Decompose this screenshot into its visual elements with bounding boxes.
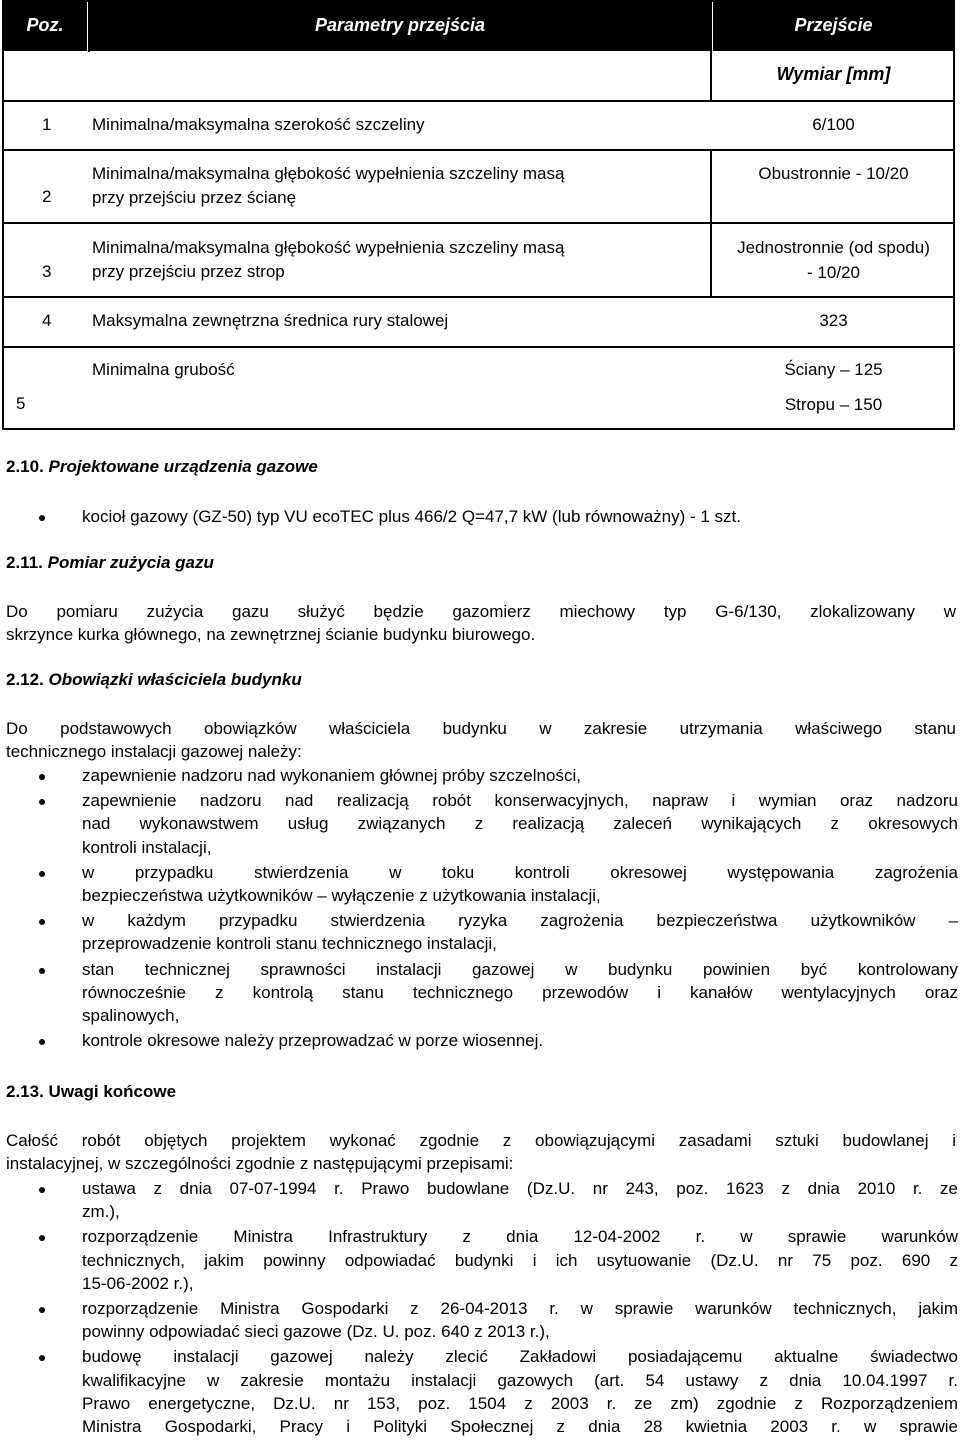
row-value: Ściany – 125 <box>784 360 883 379</box>
section-number: 2.10. <box>6 457 44 476</box>
header-passage: Przejście <box>794 15 873 35</box>
paragraph <box>6 717 956 763</box>
section-title: Projektowane urządzenia gazowe <box>48 457 318 476</box>
row-value: - 10/20 <box>807 263 860 282</box>
header-pos: Poz. <box>26 15 64 35</box>
bullet-icon <box>39 871 45 877</box>
row-number: 5 <box>16 394 26 413</box>
list-item <box>0 789 958 859</box>
list-item-text: Ministra Gospodarki, Pracy i Polityki Społecznej z dnia 28 kwietnia 2003 r. w sprawie <box>82 1417 958 1437</box>
section-number: 2.13. <box>6 1082 44 1101</box>
list-item-text: Prawo energetyczne, Dz.U. nr 153, poz. 1504 z 2003 r. ze zm) zgodnie z Rozporządzeniem <box>82 1393 958 1413</box>
section-heading <box>6 553 214 573</box>
table-divider-col1 <box>88 0 90 52</box>
paragraph <box>6 600 956 646</box>
list-item-text: kwalifikacyjne w zakresie montażu instalacji gazowych (art. 54 ustawy z dnia 10.04.1997 r. <box>82 1370 958 1390</box>
section-title: Uwagi końcowe <box>48 1082 177 1101</box>
bullet-icon <box>39 968 45 974</box>
bullet-icon <box>39 1039 45 1045</box>
list-item <box>0 505 958 528</box>
list-item-text: bezpieczeństwa użytkowników – wyłączenie z użytkowania instalacji, <box>82 886 601 906</box>
list-item-text: nad wykonawstwem usług związanych z realizacją zaleceń wynikających z okresowych <box>82 814 958 834</box>
row-value: 323 <box>819 311 848 330</box>
list-item-text: rozporządzenie Ministra Infrastruktury z dnia 12-04-2002 r. w sprawie warunków <box>82 1227 958 1247</box>
row-value: Stropu – 150 <box>784 395 883 414</box>
list-item-text: kontrole okresowe należy przeprowadzać w porze wiosennej. <box>82 1031 544 1051</box>
list-item-text: równocześnie z kontrolą stanu technicznego przewodów i kanałów wentylacyjnych oraz <box>82 982 958 1002</box>
list-item-text: kocioł gazowy (GZ-50) typ VU ecoTEC plus 466/2 Q=47,7 kW (lub równoważny) - 1 szt. <box>82 507 741 526</box>
section-heading <box>6 670 302 690</box>
section-heading <box>6 457 318 477</box>
table-divider-col2b <box>710 150 712 298</box>
row-number: 2 <box>42 187 52 206</box>
table-border-left <box>2 0 4 430</box>
paragraph-line: Całość robót objętych projektem wykonać zgodnie z obowiązującymi zasadami sztuki budowlanej i <box>6 1131 956 1150</box>
bullet-icon <box>39 799 45 805</box>
list-item <box>0 1029 958 1052</box>
table-border-top <box>2 0 955 2</box>
list-item-text: stan technicznej sprawności instalacji gazowej w budynku powinien być kontrolowany <box>82 959 958 979</box>
section-number: 2.11. <box>6 553 43 572</box>
list-item <box>0 1177 958 1223</box>
parameters-table <box>2 0 955 430</box>
list-item <box>0 1225 958 1295</box>
row-param: Minimalna grubość <box>92 360 235 379</box>
row-param: przy przejściu przez strop <box>92 262 285 281</box>
row-param: Minimalna/maksymalna głębokość wypełnienia szczeliny masą <box>92 164 565 183</box>
header-dimension: Wymiar [mm] <box>776 64 891 84</box>
paragraph-line: Do pomiaru zużycia gazu służyć będzie gazomierz miechowy typ G-6/130, zlokalizowany w <box>6 602 956 621</box>
paragraph-line: skrzynce kurka głównego, na zewnętrznej ścianie budynku biurowego. <box>6 625 536 644</box>
list-item-text: zapewnienie nadzoru nad realizacją robót konserwacyjnych, napraw i wymian oraz nadzoru <box>82 791 958 811</box>
list-item <box>0 764 958 787</box>
row-param: przy przejściu przez ścianę <box>92 188 297 207</box>
bullet-icon <box>39 1187 45 1193</box>
list-item-text: budowę instalacji gazowej należy zlecić Zakładowi posiadającemu aktualne świadectwo <box>82 1347 958 1367</box>
bullet-icon <box>39 515 45 521</box>
list-item <box>0 958 958 1028</box>
bullet-icon <box>39 774 45 780</box>
row-param: Minimalna/maksymalna głębokość wypełnienia szczeliny masą <box>92 238 565 257</box>
list-item-text: 15-06-2002 r.), <box>82 1273 194 1293</box>
list-item-text: zapewnienie nadzoru nad wykonaniem głównej próby szczelności, <box>82 766 581 785</box>
bullet-list <box>0 764 958 1054</box>
table-divider-col2 <box>710 0 712 102</box>
list-item <box>0 909 958 955</box>
list-item-text: zm.), <box>82 1202 120 1222</box>
table-rule-row4 <box>2 346 955 348</box>
list-item-text: w przypadku stwierdzenia w toku kontroli okresowej występowania zagrożenia <box>82 862 958 882</box>
table-rule-header <box>2 100 955 102</box>
paragraph-line: Do podstawowych obowiązków właściciela budynku w zakresie utrzymania właściwego stanu <box>6 719 956 738</box>
list-item-text: ustawa z dnia 07-07-1994 r. Prawo budowlane (Dz.U. nr 243, poz. 1623 z dnia 2010 r. ze <box>82 1179 958 1198</box>
bullet-list <box>0 1177 958 1440</box>
table-rule-row3 <box>2 296 955 298</box>
bullet-icon <box>39 1307 45 1313</box>
row-param: Maksymalna zewnętrzna średnica rury stalowej <box>92 311 449 330</box>
row-number: 4 <box>42 311 52 330</box>
list-item-text: spalinowych, <box>82 1006 180 1026</box>
section-heading <box>6 1082 176 1102</box>
row-number: 3 <box>42 262 52 281</box>
list-item-text: kontroli instalacji, <box>82 837 212 857</box>
list-item <box>0 1345 958 1438</box>
list-item-text: rozporządzenie Ministra Gospodarki z 26-04-2013 r. w sprawie warunków technicznych, jakim <box>82 1299 958 1319</box>
bullet-icon <box>39 1235 45 1241</box>
header-params: Parametry przejścia <box>314 15 486 35</box>
section-number: 2.12. <box>6 670 44 689</box>
paragraph-line: technicznego instalacji gazowej należy: <box>6 742 302 761</box>
bullet-icon <box>39 919 45 925</box>
list-item <box>0 861 958 907</box>
list-item-text: technicznych, jakim powinny odpowiadać budynki i ich usytuowanie (Dz.U. nr 75 poz. 690 z <box>82 1250 958 1270</box>
bullet-icon <box>39 1355 45 1361</box>
section-title: Obowiązki właściciela budynku <box>48 670 302 689</box>
bullet-list <box>0 505 958 530</box>
row-number: 1 <box>42 115 52 134</box>
list-item-text: powinny odpowiadać sieci gazowe (Dz. U. poz. 640 z 2013 r.), <box>82 1322 550 1342</box>
table-rule-row1 <box>2 149 955 151</box>
row-value: Jednostronnie (od spodu) <box>737 238 930 257</box>
row-value: Obustronnie - 10/20 <box>758 164 909 183</box>
section-title: Pomiar zużycia gazu <box>47 553 214 572</box>
list-item <box>0 1297 958 1343</box>
paragraph <box>6 1129 956 1175</box>
table-rule-row2 <box>2 222 955 224</box>
row-value: 6/100 <box>812 115 855 134</box>
list-item-text: przeprowadzenie kontroli stanu technicznego instalacji, <box>82 934 497 954</box>
list-item-text: w każdym przypadku stwierdzenia ryzyka zagrożenia bezpieczeństwa użytkowników – <box>82 911 958 931</box>
row-param: Minimalna/maksymalna szerokość szczeliny <box>92 115 425 134</box>
paragraph-line: instalacyjnej, w szczególności zgodnie z następującymi przepisami: <box>6 1154 514 1173</box>
table-border-bottom <box>2 428 955 430</box>
